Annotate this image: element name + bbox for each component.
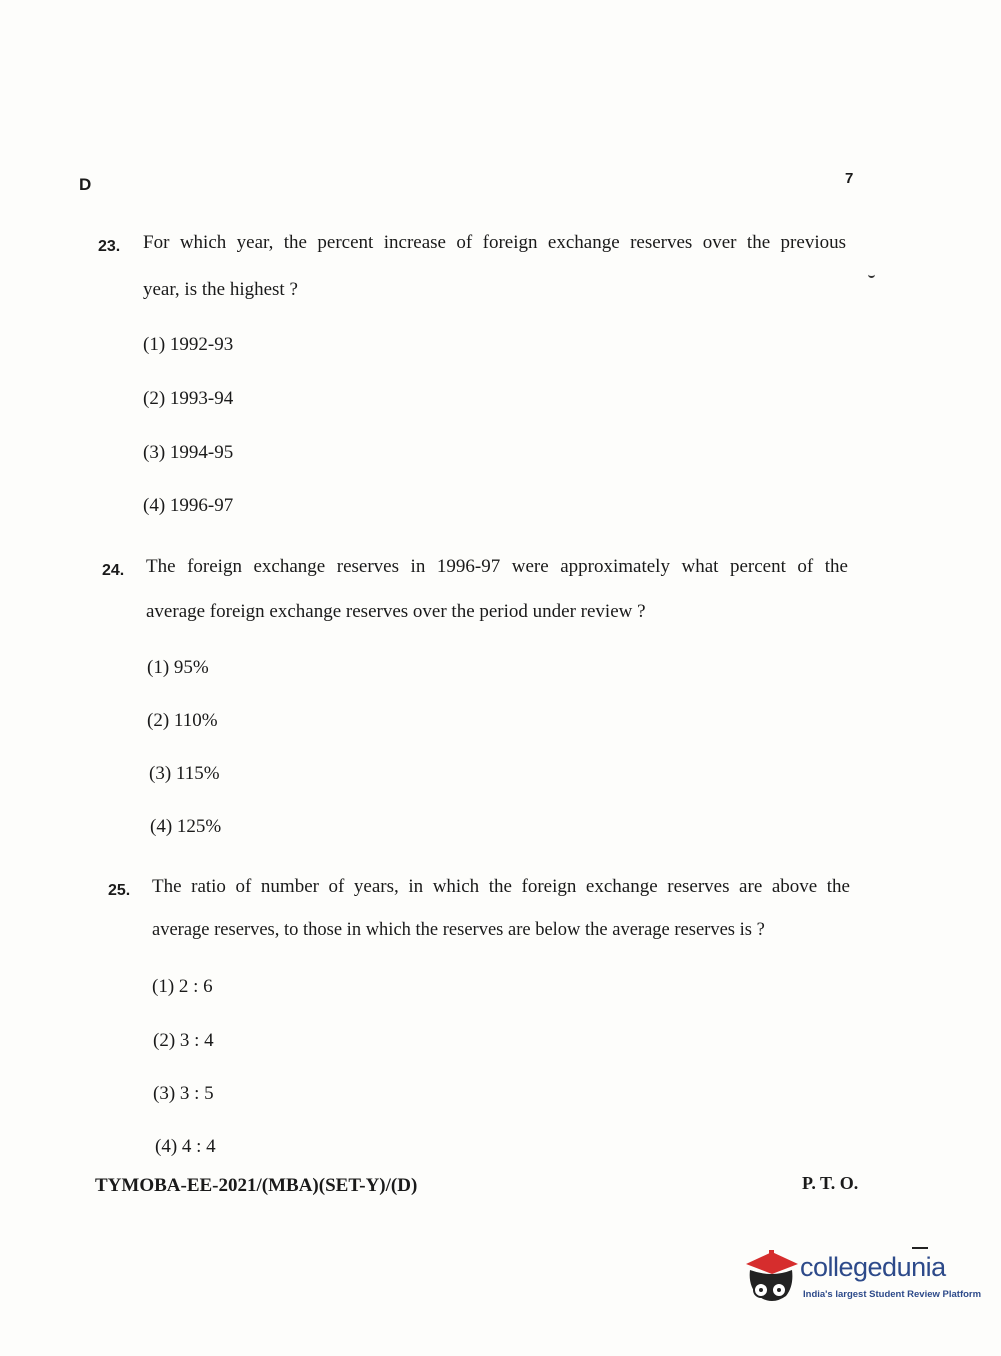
option-value: 1992-93 bbox=[169, 334, 234, 355]
question-text-line: average foreign exchange reserves over the period under review ? bbox=[146, 601, 646, 622]
option-1 bbox=[143, 334, 233, 356]
option-label: (4) bbox=[143, 495, 166, 516]
option-2 bbox=[143, 388, 233, 410]
logo-tagline: India's largest Student Review Platform bbox=[803, 1289, 982, 1300]
option-2 bbox=[153, 1030, 214, 1052]
stray-mark bbox=[868, 272, 875, 278]
option-value: 125% bbox=[176, 816, 222, 837]
question-number: 25. bbox=[108, 882, 131, 899]
question-text-line: For which year, the percent increase of foreign exchange reserves over the previous bbox=[143, 232, 846, 253]
collegedunia-logo bbox=[742, 1248, 982, 1308]
pto-label: P. T. O. bbox=[802, 1173, 859, 1193]
mascot-icon bbox=[742, 1248, 800, 1308]
option-value: 115% bbox=[175, 763, 220, 784]
page-number: 7 bbox=[845, 170, 854, 187]
option-value: 4 : 4 bbox=[181, 1136, 216, 1157]
option-label: (4) bbox=[150, 816, 173, 837]
option-value: 3 : 4 bbox=[179, 1030, 214, 1051]
option-label: (3) bbox=[153, 1083, 176, 1104]
option-label: (4) bbox=[155, 1136, 178, 1157]
question-number: 23. bbox=[98, 238, 121, 255]
option-label: (1) bbox=[147, 657, 170, 678]
option-3 bbox=[149, 763, 220, 785]
option-2 bbox=[147, 710, 218, 732]
question-text-line: year, is the highest ? bbox=[143, 279, 298, 300]
option-label: (2) bbox=[147, 710, 170, 731]
option-value: 2 : 6 bbox=[178, 976, 213, 997]
option-label: (1) bbox=[152, 976, 175, 997]
paper-code: TYMOBA-EE-2021/(MBA)(SET-Y)/(D) bbox=[95, 1175, 418, 1196]
option-1 bbox=[152, 976, 213, 998]
option-3 bbox=[153, 1083, 214, 1105]
question-text-line: The foreign exchange reserves in 1996-97 were approximately what percent of the bbox=[146, 556, 848, 577]
option-4 bbox=[143, 495, 233, 517]
option-label: (3) bbox=[143, 442, 166, 463]
option-label: (3) bbox=[149, 763, 172, 784]
option-1 bbox=[147, 657, 209, 679]
option-label: (2) bbox=[153, 1030, 176, 1051]
option-value: 110% bbox=[173, 710, 218, 731]
option-4 bbox=[155, 1136, 216, 1158]
set-letter: D bbox=[79, 175, 92, 194]
option-3 bbox=[143, 442, 233, 464]
option-4 bbox=[150, 816, 221, 838]
option-value: 3 : 5 bbox=[179, 1083, 214, 1104]
option-value: 95% bbox=[173, 657, 209, 678]
option-label: (2) bbox=[143, 388, 166, 409]
question-number: 24. bbox=[102, 562, 125, 579]
option-value: 1994-95 bbox=[169, 442, 234, 463]
question-text-line: average reserves, to those in which the reserves are below the average reserves is ? bbox=[152, 920, 765, 940]
option-label: (1) bbox=[143, 334, 166, 355]
logo-brand-text: collegedunia bbox=[800, 1252, 946, 1282]
option-value: 1996-97 bbox=[169, 495, 234, 516]
option-value: 1993-94 bbox=[169, 388, 234, 409]
question-text-line: The ratio of number of years, in which the foreign exchange reserves are above the bbox=[152, 876, 850, 897]
